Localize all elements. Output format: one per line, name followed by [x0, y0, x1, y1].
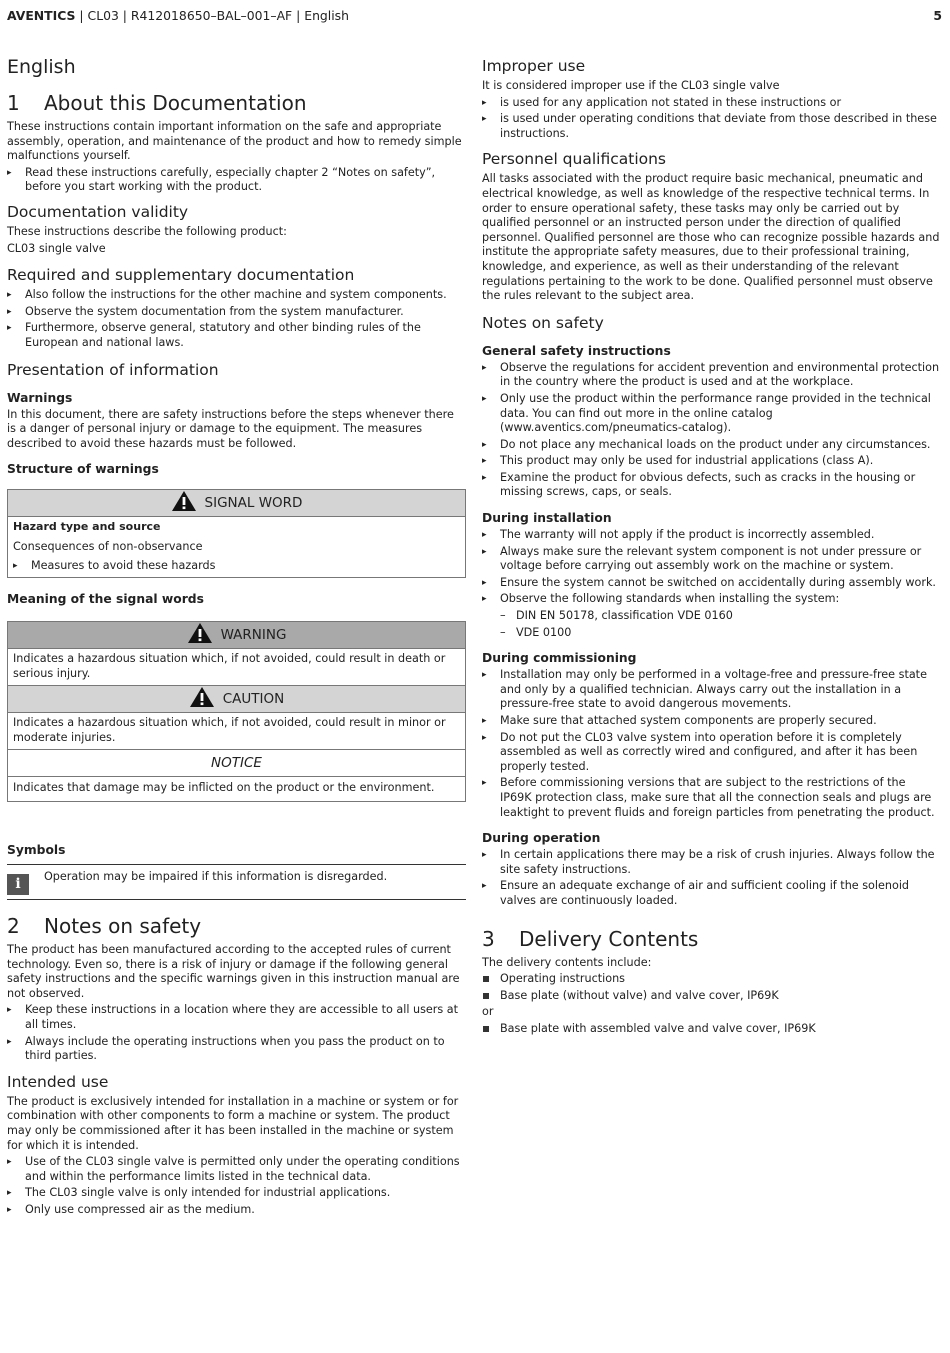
- right-column: [482, 55, 940, 1037]
- commissioning-heading: During commissioning: [482, 651, 637, 666]
- delivery-intro: The delivery contents include:: [482, 955, 652, 969]
- brand-name: AVENTICS: [7, 8, 76, 23]
- standards-list: [482, 609, 940, 640]
- signal-words-table: [7, 621, 466, 802]
- chapter-2-heading: 2 Notes on safety: [7, 914, 202, 939]
- notice-header: NOTICE: [8, 750, 465, 777]
- consequences: Consequences of non-observance: [13, 539, 203, 553]
- intended-use-bullets: [7, 1155, 466, 1217]
- list-item: ▸ Only use compressed air as the medium.: [7, 1203, 466, 1218]
- symbols-heading: Symbols: [7, 843, 66, 858]
- general-safety-heading: General safety instructions: [482, 343, 671, 358]
- chapter-1-heading: 1 About this Documentation: [7, 91, 307, 115]
- list-item: ▸ Read these instructions carefully, especially chapter 2 “Notes on safety”, before you start working with the product.: [7, 166, 466, 195]
- document-id: | CL03 | R412018650–BAL–001–AF | English: [75, 8, 349, 23]
- caution-description: Indicates a hazardous situation which, if not avoided, could result in minor or moderate injuries.: [8, 713, 465, 750]
- list-item: ▸ In certain applications there may be a risk of crush injuries. Always follow the site safety instructions.: [482, 848, 940, 877]
- list-item: ▸ Observe the system documentation from the system manufacturer.: [7, 305, 466, 320]
- warning-triangle-icon: [171, 490, 197, 512]
- list-item: ▸ Always include the operating instructions when you pass the product on to third parties.: [7, 1035, 466, 1064]
- notes-on-safety-heading: Notes on safety: [482, 313, 604, 332]
- intended-use-text: The product is exclusively intended for installation in a machine or system or for combination with other components to form a machine or system. The product may only be commissioned after it has been installed in the machine or system for which it is intended.: [7, 1094, 459, 1152]
- installation-heading: During installation: [482, 511, 612, 526]
- info-text: Operation may be impaired if this information is disregarded.: [44, 870, 388, 884]
- page-number: 5: [933, 8, 942, 23]
- list-item: – DIN EN 50178, classification VDE 0160: [482, 609, 940, 624]
- list-item: ▸ Always make sure the relevant system component is not under pressure or voltage before carrying out assembly work on the machine or system.: [482, 545, 940, 574]
- list-item: Base plate with assembled valve and valve cover, IP69K: [482, 1022, 940, 1037]
- warning-structure-box: [7, 489, 466, 578]
- operation-heading: During operation: [482, 831, 601, 846]
- list-item: ▸ is used under operating conditions that deviate from those described in these instructions.: [482, 112, 940, 141]
- improper-use-bullets: [482, 96, 940, 142]
- improper-use-text: It is considered improper use if the CL03 single valve: [482, 79, 780, 92]
- chapter-2-bullets: [7, 1003, 466, 1063]
- info-icon: i: [7, 874, 29, 895]
- list-item: ▸ Furthermore, observe general, statutory and other binding rules of the European and national laws.: [7, 321, 466, 350]
- list-item: ▸ The CL03 single valve is only intended for industrial applications.: [7, 1186, 466, 1201]
- list-item: ▸ Ensure the system cannot be switched on accidentally during assembly work.: [482, 576, 940, 591]
- list-item: ▸ Examine the product for obvious defects, such as cracks in the housing or missing screws, caps, or seals.: [482, 471, 940, 500]
- intended-use-heading: Intended use: [7, 1072, 109, 1091]
- meaning-heading: Meaning of the signal words: [7, 592, 204, 607]
- chapter-2-intro: The product has been manufactured according to the accepted rules of current technology. Even so, there is a risk of injury or damage if the following general safety instructions and the specific warnings given in this instruction manual are not observed.: [7, 943, 460, 1000]
- list-item: ▸ Keep these instructions in a location where they are accessible to all users at all times.: [7, 1003, 466, 1032]
- warning-triangle-icon: [189, 686, 215, 708]
- product-name: CL03 single valve: [7, 241, 106, 255]
- required-bullets: [7, 288, 466, 350]
- validity-heading: Documentation validity: [7, 202, 189, 221]
- language-heading: English: [7, 56, 76, 78]
- list-item: – VDE 0100: [482, 626, 940, 641]
- commissioning-bullets: [482, 668, 940, 820]
- list-item: ▸ Measures to avoid these hazards: [13, 559, 460, 574]
- list-item: ▸ Only use the product within the performance range provided in the technical data. You can find out more in the online catalog (www.aventics.com/pneumatics-catalog).: [482, 392, 940, 436]
- general-safety-bullets: [482, 361, 940, 500]
- personnel-heading: Personnel qualifications: [482, 150, 667, 169]
- info-note: [7, 864, 466, 900]
- list-item: ▸ This product may only be used for industrial applications (class A).: [482, 454, 940, 469]
- structure-heading: Structure of warnings: [7, 462, 159, 477]
- list-item: ▸ Ensure an adequate exchange of air and sufficient cooling if the solenoid valves are continuously loaded.: [482, 879, 940, 908]
- required-heading: Required and supplementary documentation: [7, 266, 355, 285]
- list-item: ▸ Observe the following standards when installing the system:: [482, 592, 940, 607]
- list-item: ▸ is used for any application not stated in these instructions or: [482, 96, 940, 111]
- list-item: ▸ Do not put the CL03 valve system into operation before it is completely assembled as well as correctly wired and configured, and after it has been properly tested.: [482, 731, 940, 775]
- notice-description: Indicates that damage may be inflicted on the product or the environment.: [13, 781, 435, 795]
- signal-word-header: SIGNAL WORD: [8, 490, 465, 517]
- warnings-text: In this document, there are safety instructions before the steps whenever there is a danger of personal injury or damage to the equipment. The measures described to avoid these hazards must be followed.: [7, 407, 454, 450]
- warning-triangle-icon: [187, 622, 213, 644]
- installation-bullets: [482, 528, 940, 607]
- list-item: ▸ Installation may only be performed in a voltage-free and pressure-free state and only by a qualified technician. Always carry out the installation in a pressure-free state to avoid dangerous movements.: [482, 668, 940, 712]
- improper-use-heading: Improper use: [482, 57, 586, 75]
- list-item: ▸ Also follow the instructions for the other machine and system components.: [7, 288, 466, 303]
- chapter-1-intro: These instructions contain important information on the safe and appropriate assembly, operation, and maintenance of the product and how to remedy simple malfunctions yourself.: [7, 120, 462, 163]
- list-item: Base plate (without valve) and valve cover, IP69K: [482, 989, 940, 1004]
- list-item: Operating instructions: [482, 972, 940, 987]
- list-item: ▸ Use of the CL03 single valve is permitted only under the operating conditions and within the performance limits listed in the technical data.: [7, 1155, 466, 1184]
- delivery-items-a: [482, 972, 940, 1003]
- personnel-text: All tasks associated with the product require basic mechanical, pneumatic and electrical knowledge, as well as knowledge of the respective technical terms. In order to ensure operational safety, these tasks may only be carried out by qualified personnel or an instructed person under the direction of qualified personnel. Qualified personnel are those who can recognize possible hazards and institute the appropriate safety measures, due to their professional training, knowledge, and experience, as well as their understanding of the relevant regulations pertaining to the work to be done. Qualified personnel must observe the rules relevant to the subject area.: [482, 172, 940, 303]
- list-item: ▸ Observe the regulations for accident prevention and environmental protection in the country where the product is used and at the workplace.: [482, 361, 940, 390]
- warning-description: Indicates a hazardous situation which, if not avoided, could result in death or serious injury.: [8, 649, 465, 686]
- list-item: ▸ Do not place any mechanical loads on the product under any circumstances.: [482, 438, 940, 453]
- chapter-3-heading: 3 Delivery Contents: [482, 926, 699, 951]
- hazard-type: Hazard type and source: [13, 520, 161, 534]
- or-text: or: [482, 1005, 494, 1019]
- left-column: [7, 55, 466, 1218]
- list-item: ▸ The warranty will not apply if the product is incorrectly assembled.: [482, 528, 940, 543]
- chapter-1-bullets: [7, 166, 466, 195]
- page-header: [7, 9, 942, 25]
- warning-header: WARNING: [8, 622, 465, 649]
- list-item: ▸ Before commissioning versions that are subject to the restrictions of the IP69K protection class, make sure that all the connection seals and plugs are leaktight to prevent fluids and foreign particles from penetrating the product.: [482, 776, 940, 820]
- operation-bullets: [482, 848, 940, 908]
- warning-structure-body: [8, 517, 465, 577]
- list-item: ▸ Make sure that attached system components are properly secured.: [482, 714, 940, 729]
- validity-text: These instructions describe the following product:: [7, 224, 287, 238]
- caution-header: CAUTION: [8, 686, 465, 713]
- warnings-heading: Warnings: [7, 390, 73, 405]
- presentation-heading: Presentation of information: [7, 360, 219, 379]
- delivery-items-b: [482, 1022, 940, 1037]
